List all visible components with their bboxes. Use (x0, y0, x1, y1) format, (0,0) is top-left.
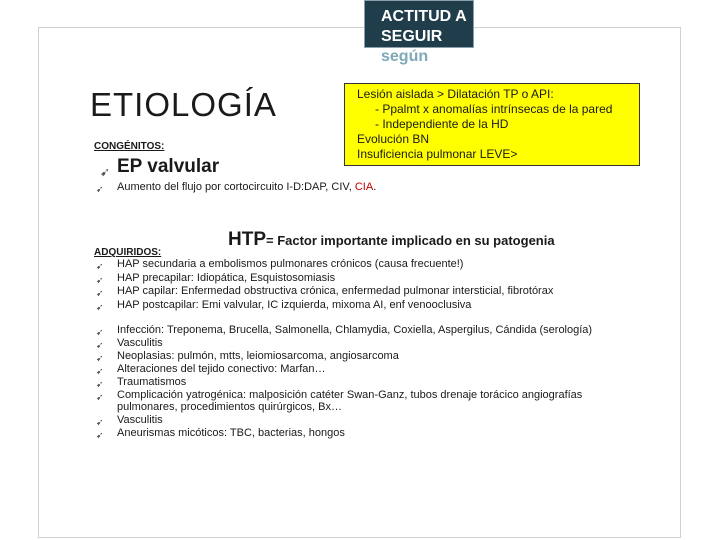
ep-valvular-heading: EP valvular (117, 156, 220, 177)
header-tab-line2: según (381, 48, 429, 65)
list-item: Alteraciones del tejido conectivo: Marfan… (117, 362, 326, 375)
bullet-arrow-icon: ➹ (96, 378, 104, 389)
list-item: pulmonares, procedimientos quirúrgicos, Bx… (117, 401, 342, 414)
list-item: Vasculitis (117, 414, 163, 427)
list-item: Aneurismas micóticos: TBC, bacterias, hongos (117, 427, 345, 440)
bullet-arrow-icon: ➹ (96, 261, 104, 271)
bullet-arrow-icon: ➹ (100, 165, 111, 179)
list-item: HAP postcapilar: Emi valvular, IC izquierda, mixoma AI, enf venooclusiva (117, 298, 472, 311)
bullet-arrow-icon: ➹ (96, 365, 104, 376)
header-tab (364, 0, 474, 65)
note-line: Insuficiencia pulmonar LEVE> (357, 147, 518, 161)
bullet-arrow-icon: ➹ (96, 352, 104, 363)
congenitos-label: CONGÉNITOS: (94, 141, 165, 152)
note-line: Evolución BN (357, 132, 430, 146)
list-item: Neoplasias: pulmón, mtts, leiomiosarcoma, angiosarcoma (117, 349, 399, 362)
page-title: ETIOLOGÍA (90, 86, 277, 123)
adquiridos-label: ADQUIRIDOS: (94, 247, 162, 258)
flow-highlight: CIA (354, 181, 374, 193)
bullet-arrow-icon: ➹ (96, 288, 104, 298)
list-item: HAP secundaria a embolismos pulmonares crónicos (causa frecuente!) (117, 258, 464, 270)
bullet-arrow-icon: ➹ (96, 339, 104, 350)
htp-prefix: HTP (228, 229, 266, 250)
list-item: Traumatismos (117, 375, 187, 388)
note-box (344, 83, 640, 166)
bullet-arrow-icon: ➹ (96, 327, 104, 337)
bullet-arrow-icon: ➹ (96, 301, 104, 312)
note-line: - Ppalmt x anomalías intrínsecas de la pared (375, 102, 613, 116)
bullet-arrow-icon: ➹ (96, 391, 104, 402)
bullet-arrow-icon: ➹ (96, 430, 104, 441)
list-item: Vasculitis (117, 336, 163, 349)
note-line: Lesión aislada > Dilatación TP o API: (357, 87, 554, 101)
list-item: Infección: Treponema, Brucella, Salmonella, Chlamydia, Coxiella, Aspergilus, Cándida (serología) (117, 324, 593, 336)
header-tab-line1: ACTITUD A SEGUIR (381, 8, 467, 45)
flow-prefix: Aumento del flujo por cortocircuito I-D:DAP, CIV, (117, 181, 355, 193)
bullet-arrow-icon: ➹ (96, 417, 104, 428)
htp-heading (228, 229, 555, 251)
list-item: HAP precapilar: Idiopática, Esquistosomiasis (117, 271, 336, 284)
htp-text: = Factor importante implicado en su patogenia (266, 233, 555, 248)
list-item: HAP capilar: Enfermedad obstructiva crónica, enfermedad pulmonar intersticial, fibrotórax (117, 285, 554, 297)
flow-suffix: . (373, 181, 377, 193)
flow-line (117, 181, 376, 194)
bullet-arrow-icon: ➹ (96, 184, 104, 194)
bullet-arrow-icon: ➹ (96, 274, 104, 285)
list-item: Complicación yatrogénica: malposición catéter Swan-Ganz, tubos drenaje torácico angiografías (117, 388, 583, 401)
note-line: - Independiente de la HD (375, 117, 509, 131)
